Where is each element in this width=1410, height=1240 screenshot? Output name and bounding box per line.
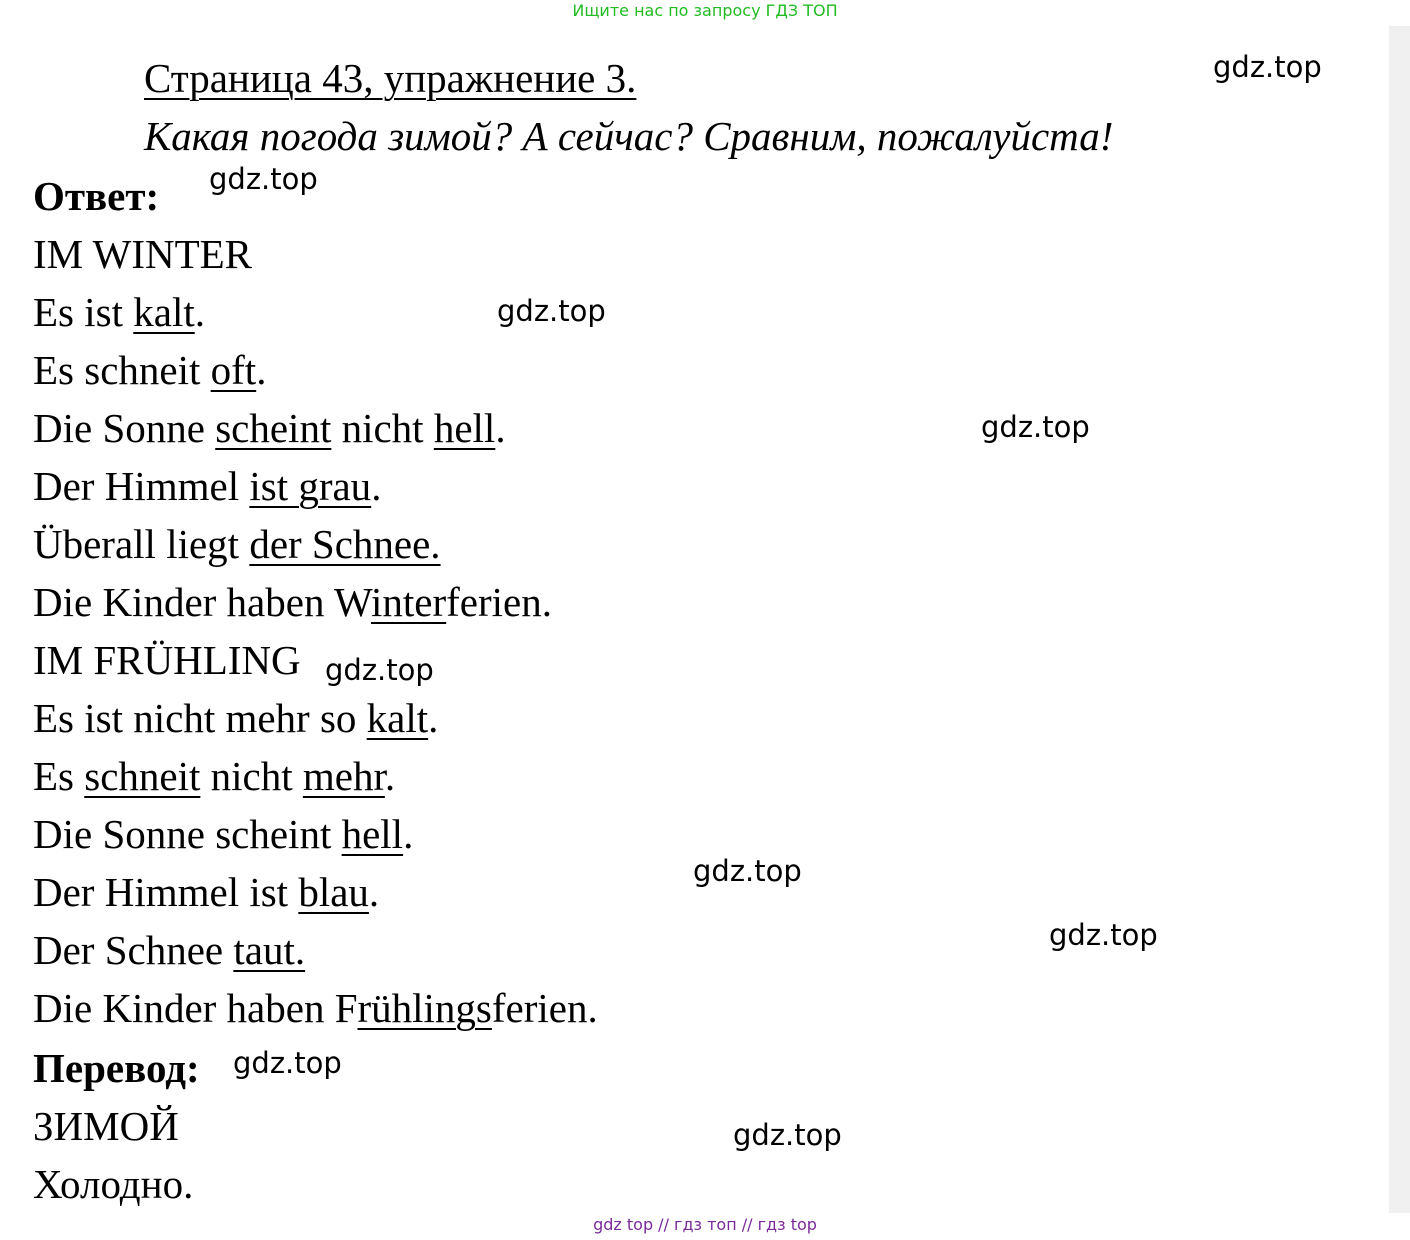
- sentence-text: ferien.: [491, 985, 598, 1031]
- exercise-task: Какая погода зимой? А сейчас? Сравним, пожалуйста!: [144, 113, 1114, 159]
- winter-sentence: [33, 518, 441, 570]
- sentence-text: Die Kinder haben F: [33, 985, 358, 1031]
- underlined-word: blau: [298, 869, 369, 915]
- sentence-text: .: [403, 811, 414, 857]
- watermark: gdz.top: [497, 294, 606, 328]
- winter-sentence: [33, 460, 381, 512]
- answer-label: Ответ:: [33, 173, 160, 219]
- sentence-text: Die Sonne scheint: [33, 811, 342, 857]
- sentence-text: Überall liegt: [33, 521, 250, 567]
- watermark: gdz.top: [733, 1118, 842, 1152]
- winter-sentence: [33, 344, 266, 396]
- winter-heading: IM WINTER: [33, 231, 253, 277]
- underlined-word: rühlings: [357, 985, 492, 1031]
- sentence-text: .: [194, 289, 205, 335]
- spring-heading: IM FRÜHLING: [33, 637, 301, 683]
- watermark: gdz.top: [233, 1046, 342, 1080]
- spring-sentence: [33, 808, 413, 860]
- watermark: gdz.top: [1213, 50, 1322, 84]
- spring-sentence: [33, 750, 395, 802]
- sentence-text: .: [384, 753, 396, 799]
- sentence-text: Es ist: [33, 289, 134, 335]
- translation-heading: ЗИМОЙ: [33, 1103, 179, 1149]
- winter-sentence: [33, 286, 205, 338]
- watermark: gdz.top: [325, 653, 434, 687]
- sentence-text: .: [256, 347, 267, 393]
- sentence-text: nicht: [200, 753, 303, 799]
- underlined-word: mehr: [302, 753, 385, 799]
- sentence-text: ferien.: [446, 579, 552, 625]
- sentence-text: .: [495, 405, 506, 451]
- sentence-text: Die Kinder haben W: [33, 579, 372, 625]
- spring-sentence: [33, 692, 438, 744]
- translation-label: Перевод:: [33, 1045, 200, 1091]
- underlined-word: oft: [210, 347, 257, 393]
- watermark: gdz.top: [209, 162, 318, 196]
- page-title: Страница 43, упражнение 3.: [144, 55, 637, 101]
- sentence-text: Es ist nicht mehr so: [33, 695, 367, 741]
- footer-links: gdz top // гдз топ // гдз top: [593, 1215, 817, 1234]
- search-hint-banner: Ищите нас по запросу ГДЗ ТОП: [572, 1, 838, 20]
- winter-sentence: [33, 402, 506, 454]
- sentence-text: Es: [33, 753, 85, 799]
- underlined-word: taut.: [233, 927, 306, 973]
- underlined-word: kalt: [133, 289, 195, 335]
- sentence-text: Der Schnee: [33, 927, 234, 973]
- underlined-word: der Schnee.: [249, 521, 441, 567]
- underlined-word: kalt: [366, 695, 429, 741]
- underlined-word: inter: [371, 579, 447, 625]
- underlined-word: hell: [341, 811, 404, 857]
- winter-sentence: [33, 576, 552, 628]
- spring-sentence: [33, 866, 379, 918]
- translation-line: Холодно.: [33, 1161, 194, 1207]
- underlined-word: hell: [433, 405, 496, 451]
- sentence-text: .: [428, 695, 439, 741]
- sentence-text: Die Sonne: [33, 405, 216, 451]
- scrollbar-track[interactable]: [1389, 26, 1410, 1213]
- sentence-text: Der Himmel: [33, 463, 250, 509]
- sentence-text: nicht: [331, 405, 434, 451]
- sentence-text: .: [371, 463, 382, 509]
- spring-sentence: [33, 982, 598, 1034]
- sentence-text: Es schneit: [33, 347, 211, 393]
- watermark: gdz.top: [1049, 918, 1158, 952]
- spring-sentence: [33, 924, 305, 976]
- watermark: gdz.top: [693, 854, 802, 888]
- sentence-text: .: [368, 869, 380, 915]
- watermark: gdz.top: [981, 410, 1090, 444]
- sentence-text: Der Himmel ist: [33, 869, 299, 915]
- underlined-word: ist grau: [249, 463, 372, 509]
- underlined-word: schneit: [84, 753, 201, 799]
- underlined-word: scheint: [215, 405, 332, 451]
